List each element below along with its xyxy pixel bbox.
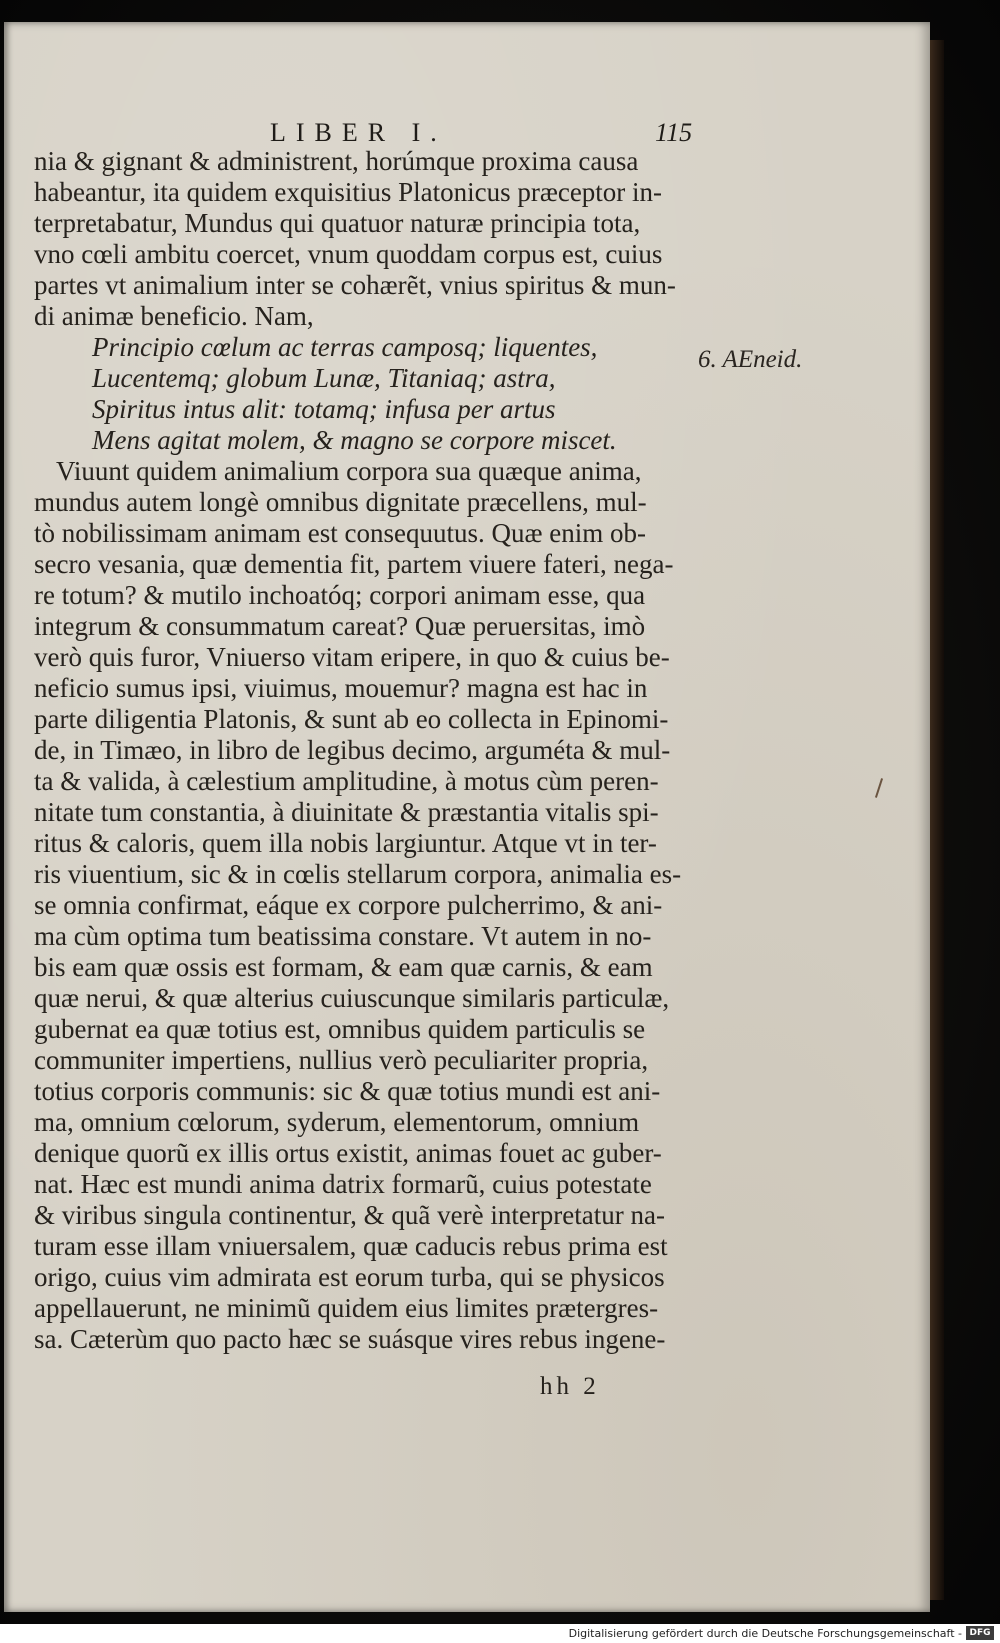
- text-line: sa. Cæterùm quo pacto hæc se suásque vires rebus ingene-: [34, 1324, 666, 1354]
- text-line: turam esse illam vniuersalem, quæ caducis rebus prima est: [34, 1231, 668, 1261]
- page-number: 115: [655, 118, 693, 147]
- text-line: partes vt animalium inter se cohærẽt, vnius spiritus & mun-: [34, 270, 676, 300]
- text-line: totius corporis communis: sic & quæ totius mundi est ani-: [34, 1076, 661, 1106]
- verse-line: Principio cœlum ac terras camposq; liquentes,: [92, 332, 598, 362]
- dfg-logo-icon: DFG: [966, 1626, 994, 1640]
- text-line: appellauerunt, ne minimũ quidem eius limites prætergres-: [34, 1293, 659, 1323]
- page-edge: [930, 40, 944, 1600]
- text-line: & viribus singula continentur, & quã verè interpretatur na-: [34, 1200, 665, 1230]
- text-line: mundus autem longè omnibus dignitate præcellens, mul-: [34, 487, 647, 517]
- text-line: ta & valida, à cælestium amplitudine, à motus cùm peren-: [34, 766, 659, 796]
- text-line: de, in Timæo, in libro de legibus decimo, arguméta & mul-: [34, 735, 671, 765]
- text-line: habeantur, ita quidem exquisitius Platonicus præceptor in-: [34, 177, 663, 207]
- text-line: nat. Hæc est mundi anima datrix formarũ, cuius potestate: [34, 1169, 652, 1199]
- text-line: ma cùm optima tum beatissima constare. Vt autem in no-: [34, 921, 652, 951]
- text-line: tò nobilissimam animam est consequutus. Quæ enim ob-: [34, 518, 646, 548]
- footer-credit: Digitalisierung gefördert durch die Deutsche Forschungsgemeinschaft -: [568, 1627, 962, 1640]
- text-line: nitate tum constantia, à diuinitate & præstantia vitalis spi-: [34, 797, 659, 827]
- text-line: communiter impertiens, nullius verò peculiariter propria,: [34, 1045, 649, 1075]
- text-line: di animæ beneficio. Nam,: [34, 301, 314, 331]
- text-line: ritus & caloris, quem illa nobis largiuntur. Atque vt in ter-: [34, 828, 657, 858]
- text-line: bis eam quæ ossis est formam, & eam quæ carnis, & eam: [34, 952, 653, 982]
- verse-line: Mens agitat molem, & magno se corpore miscet.: [92, 425, 617, 455]
- text-line: origo, cuius vim admirata est eorum turba, qui se physicos: [34, 1262, 665, 1292]
- text-line: re totum? & mutilo inchoatóq; corpori animam esse, qua: [34, 580, 646, 610]
- text-line: neficio sumus ipsi, viuimus, mouemur? magna est hac in: [34, 673, 648, 703]
- text-line: parte diligentia Platonis, & sunt ab eo collecta in Epinomi-: [34, 704, 669, 734]
- text-line: Viuunt quidem animalium corpora sua quæque anima,: [56, 456, 642, 486]
- text-line: ris viuentium, sic & in cœlis stellarum corpora, animalia es-: [34, 859, 682, 889]
- text-line: secro vesania, quæ dementia fit, partem viuere fateri, nega-: [34, 549, 674, 579]
- text-line: gubernat ea quæ totius est, omnibus quidem particulis se: [34, 1014, 646, 1044]
- text-line: vno cœli ambitu coercet, vnum quoddam corpus est, cuius: [34, 239, 663, 269]
- margin-note: 6. AEneid.: [698, 346, 803, 373]
- verse-line: Lucentemq; globum Lunæ, Titaniaq; astra,: [92, 363, 556, 393]
- verse-line: Spiritus intus alit: totamq; infusa per artus: [92, 394, 556, 424]
- signature-mark: hh 2: [540, 1373, 600, 1400]
- text-line: nia & gignant & administrent, horúmque proxima causa: [34, 146, 639, 176]
- text-line: denique quorũ ex illis ortus existit, animas fouet ac guber-: [34, 1138, 662, 1168]
- running-head: LIBER I.: [270, 118, 447, 147]
- text-line: terpretabatur, Mundus qui quatuor naturæ principia tota,: [34, 208, 641, 238]
- text-line: quæ nerui, & quæ alterius cuiuscunque similaris particulæ,: [34, 983, 670, 1013]
- text-line: se omnia confirmat, eáque ex corpore pulcherrimo, & ani-: [34, 890, 663, 920]
- text-line: ma, omnium cœlorum, syderum, elementorum, omnium: [34, 1107, 640, 1137]
- text-line: verò quis furor, Vniuerso vitam eripere, in quo & cuius be-: [34, 642, 670, 672]
- text-line: integrum & consummatum careat? Quæ peruersitas, imò: [34, 611, 646, 641]
- body-text: [34, 146, 694, 1355]
